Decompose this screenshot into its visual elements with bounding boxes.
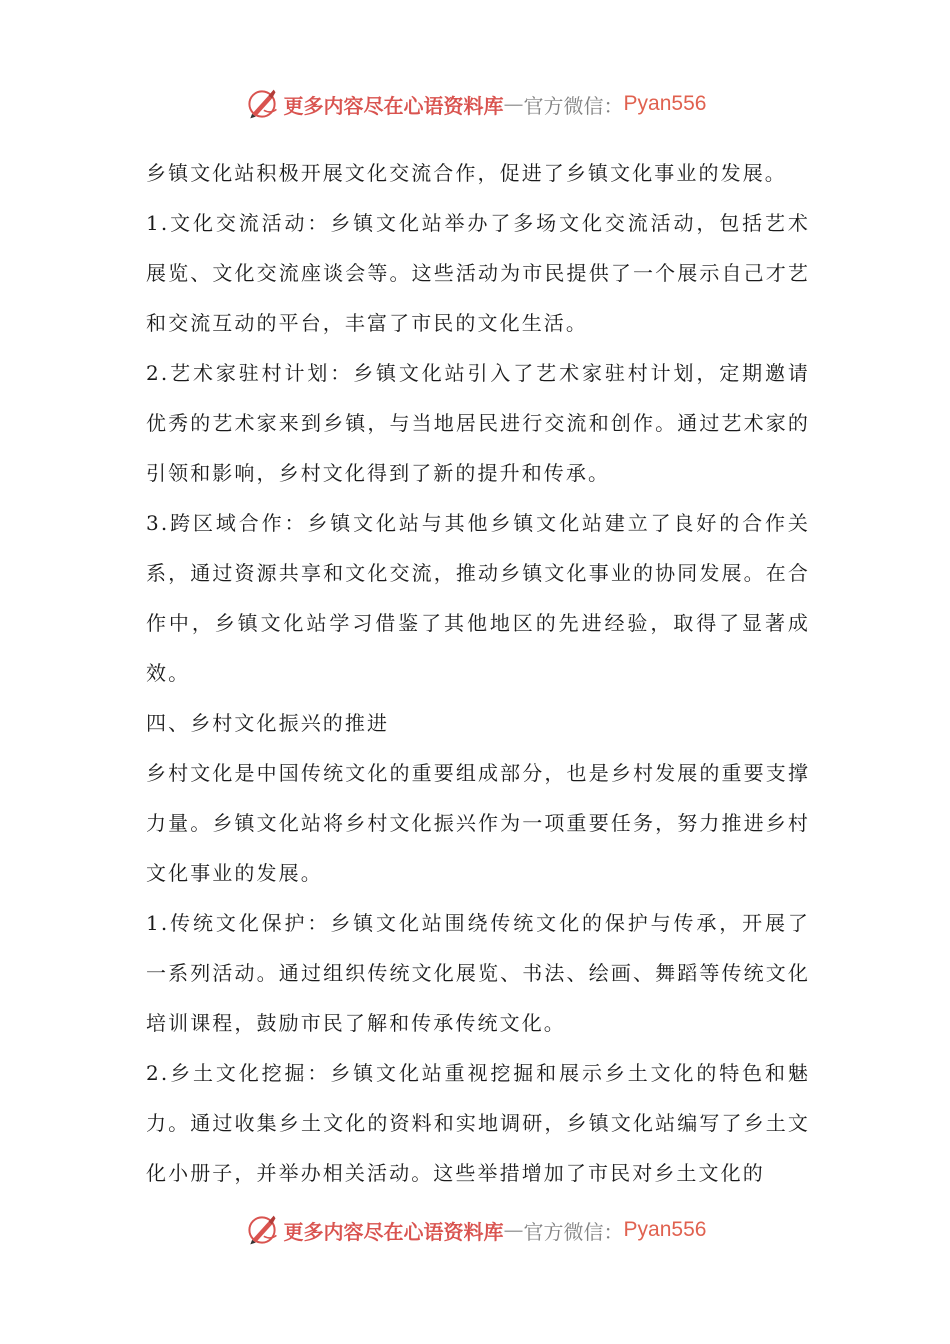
official-wechat-label: 官方微信：	[523, 93, 624, 118]
document-body	[146, 148, 810, 1198]
pen-circle-logo-icon	[244, 1212, 280, 1248]
header-watermark-banner	[0, 84, 950, 124]
paragraph: 1.传统文化保护：乡镇文化站围绕传统文化的保护与传承，开展了一系列活动。通过组织传统文化展览、书法、绘画、舞蹈等传统文化培训课程，鼓励市民了解和传承传统文化。	[146, 911, 810, 1035]
paragraph: 2.乡土文化挖掘：乡镇文化站重视挖掘和展示乡土文化的特色和魅力。通过收集乡土文化的资料和实地调研，乡镇文化站编写了乡土文化小册子，并举办相关活动。这些举措增加了市民对乡土文化的	[146, 1061, 810, 1185]
paragraph: 乡村文化是中国传统文化的重要组成部分，也是乡村发展的重要支撑力量。乡镇文化站将乡村文化振兴作为一项重要任务，努力推进乡村文化事业的发展。	[146, 761, 810, 885]
section-heading: 四、乡村文化振兴的推进	[146, 711, 390, 735]
paragraph: 乡镇文化站积极开展文化交流合作，促进了乡镇文化事业的发展。	[146, 161, 787, 185]
banner-separator: —	[503, 1218, 524, 1242]
paragraph: 2.艺术家驻村计划：乡镇文化站引入了艺术家驻村计划，定期邀请优秀的艺术家来到乡镇，与当地居民进行交流和创作。通过艺术家的引领和影响，乡村文化得到了新的提升和传承。	[146, 361, 810, 485]
paragraph: 3.跨区域合作：乡镇文化站与其他乡镇文化站建立了良好的合作关系，通过资源共享和文化交流，推动乡镇文化事业的协同发展。在合作中，乡镇文化站学习借鉴了其他地区的先进经验，取得了显著成效。	[146, 511, 810, 685]
paragraph: 1.文化交流活动：乡镇文化站举办了多场文化交流活动，包括艺术展览、文化交流座谈会等。这些活动为市民提供了一个展示自己才艺和交流互动的平台，丰富了市民的文化生活。	[146, 211, 810, 335]
wechat-id: Pyan556	[623, 92, 707, 115]
wechat-id: Pyan556	[623, 1218, 707, 1241]
banner-separator: —	[503, 92, 524, 116]
footer-watermark-banner	[0, 1210, 950, 1250]
brand-name: 更多内容尽在心语资料库	[283, 93, 504, 118]
brand-name: 更多内容尽在心语资料库	[283, 1219, 504, 1244]
pen-circle-logo-icon	[244, 86, 280, 122]
official-wechat-label: 官方微信：	[523, 1219, 624, 1244]
